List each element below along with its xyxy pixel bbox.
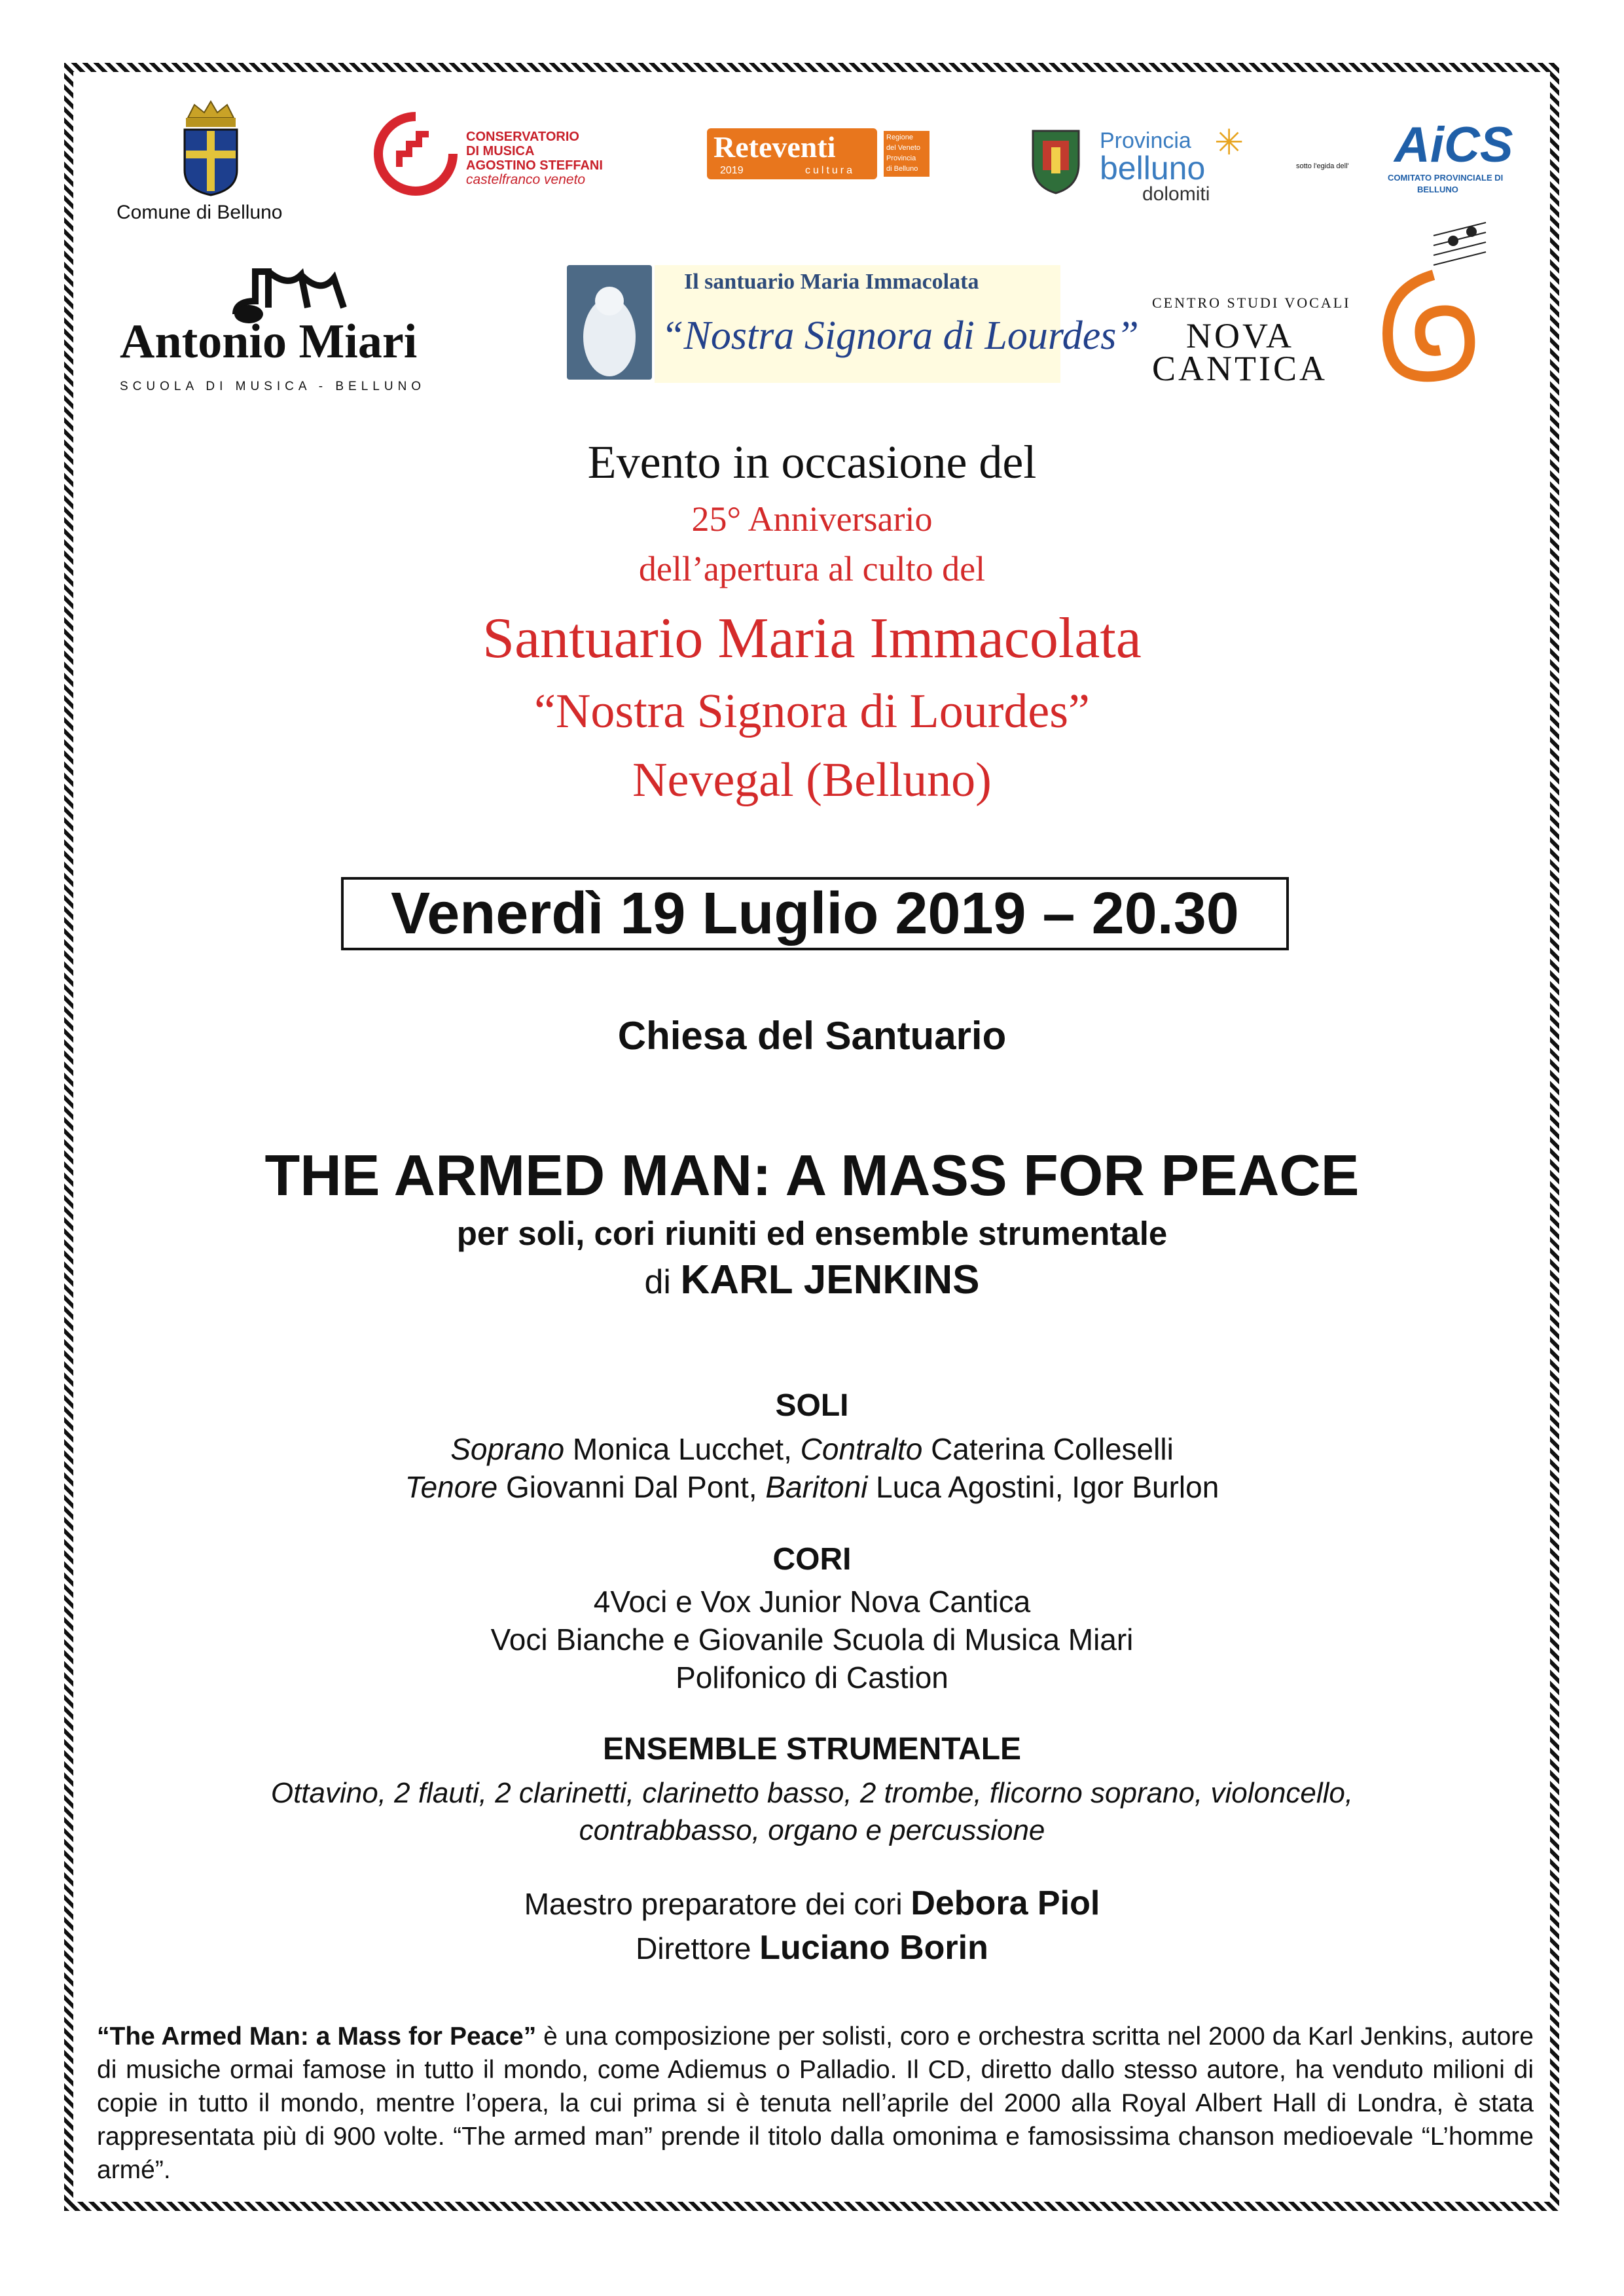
ensemble-line1: Ottavino, 2 flauti, 2 clarinetti, clarinetto basso, 2 trombe, flicorno soprano, violoncello, [270, 1777, 1354, 1809]
coro-item: Voci Bianche e Giovanile Scuola di Musica Miari [490, 1623, 1134, 1657]
credit-label: Maestro preparatore dei cori [524, 1887, 911, 1921]
soli-role: Soprano [450, 1432, 565, 1466]
cori-heading: CORI [772, 1542, 852, 1577]
soli-row [0, 1469, 1624, 1505]
miari-sub: SCUOLA DI MUSICA - BELLUNO [120, 380, 426, 393]
provincia-line3: dolomiti [1142, 183, 1210, 205]
comune-caption: Comune di Belluno [117, 202, 283, 223]
ensemble-heading: ENSEMBLE STRUMENTALE [602, 1732, 1022, 1767]
reteventi-side: Provincia [886, 154, 916, 162]
provincia-shield-icon [1026, 124, 1085, 196]
coat-of-arms-icon [178, 98, 244, 196]
event-date: Venerdì 19 Luglio 2019 – 20.30 [391, 880, 1239, 946]
reteventi-sub: cultura [805, 165, 856, 176]
work-title: THE ARMED MAN: A MASS FOR PEACE [264, 1143, 1360, 1208]
credit-preparatore [0, 1884, 1624, 1923]
credit-name: Debora Piol [911, 1884, 1100, 1922]
aics-sub1: COMITATO PROVINCIALE DI [1388, 173, 1504, 183]
intro-location: Nevegal (Belluno) [632, 753, 992, 807]
intro-nostra-signora: “Nostra Signora di Lourdes” [534, 685, 1090, 738]
reteventi-side: Regione [886, 134, 913, 141]
description-lead: “The Armed Man: a Mass for Peace” [97, 2022, 537, 2051]
soli-name: Caterina Colleselli [922, 1432, 1174, 1466]
credit-label: Direttore [636, 1931, 760, 1965]
star-icon: ✳ [1214, 123, 1244, 162]
description-paragraph [97, 2020, 1534, 2187]
nova-line1: CENTRO STUDI VOCALI [1152, 295, 1351, 311]
conservatorio-city: castelfranco veneto [466, 172, 586, 187]
santuario-line1: Il santuario Maria Immacolata [684, 270, 979, 294]
miari-name: Antonio Miari [120, 315, 418, 368]
event-date-box [341, 877, 1289, 950]
soli-role: Baritoni [765, 1470, 868, 1504]
coro-item: 4Voci e Vox Junior Nova Cantica [593, 1585, 1031, 1619]
work-subtitle: per soli, cori riuniti ed ensemble strumentale [456, 1215, 1168, 1252]
conservatorio-line: CONSERVATORIO [466, 130, 579, 144]
credit-direttore [0, 1928, 1624, 1967]
ensemble-line2: contrabbasso, organo e percussione [579, 1814, 1045, 1846]
nova-line2: NOVA [1186, 316, 1295, 355]
intro-line1: Evento in occasione del [587, 436, 1037, 488]
reteventi-name-b: eventi [758, 130, 836, 164]
provincia-line1: Provincia [1100, 128, 1191, 153]
madonna-statue-image [567, 265, 652, 380]
soli-name: Monica Lucchet, [564, 1432, 801, 1466]
intro-line3: dell’apertura al culto del [638, 549, 986, 588]
reteventi-year: 2019 [720, 165, 744, 176]
reteventi-name-a: Ret [713, 130, 759, 164]
aics-prefix: sotto l'egida dell' [1296, 162, 1349, 170]
soli-name: Giovanni Dal Pont, [497, 1470, 766, 1504]
santuario-line2: “Nostra Signora di Lourdes” [661, 314, 1139, 358]
soli-name: Luca Agostini, Igor Burlon [867, 1470, 1219, 1504]
soli-role: Tenore [405, 1470, 498, 1504]
spiral-clef-icon [1362, 216, 1492, 393]
coro-item: Polifonico di Castion [676, 1660, 948, 1695]
description-text: è una composizione per solisti, coro e orchestra scritta nel 2000 da Karl Jenkins, autore di musiche ormai famose in tutto il mondo, come Adiemus o Palladio. Il CD, diretto dallo stesso autore, ha venduto milioni di copie in tutto il mondo, mentre l’opera, la cui prima si è tenuta nell’aprile del 2000 alla Royal Albert Hall di Londra, è stata rappresentata più di 900 volte. “The armed man” prende il titolo dalla omonima e famosissima chanson medioevale “L’homme armé”. [97, 2022, 1534, 2184]
composer-name: KARL JENKINS [680, 1257, 980, 1302]
work-composer-line [0, 1257, 1624, 1303]
conservatorio-line: DI MUSICA [466, 144, 535, 158]
conservatorio-line: AGOSTINO STEFFANI [466, 158, 603, 173]
soli-row [0, 1431, 1624, 1467]
composer-prefix: di [644, 1263, 671, 1301]
aics-sub2: BELLUNO [1417, 185, 1458, 194]
soli-role: Contralto [800, 1432, 923, 1466]
intro-santuario: Santuario Maria Immacolata [482, 607, 1142, 670]
reteventi-side: di Belluno [886, 165, 918, 173]
aics-name: AiCS [1394, 117, 1513, 173]
conservatorio-emblem-icon [373, 111, 458, 196]
provincia-line2: belluno [1100, 150, 1206, 187]
reteventi-side: del Veneto [886, 144, 920, 152]
intro-anniversary: 25° Anniversario [691, 499, 933, 539]
soli-heading: SOLI [775, 1388, 849, 1423]
venue: Chiesa del Santuario [617, 1014, 1007, 1058]
nova-line3: CANTICA [1152, 349, 1327, 388]
credit-name: Luciano Borin [759, 1929, 988, 1967]
